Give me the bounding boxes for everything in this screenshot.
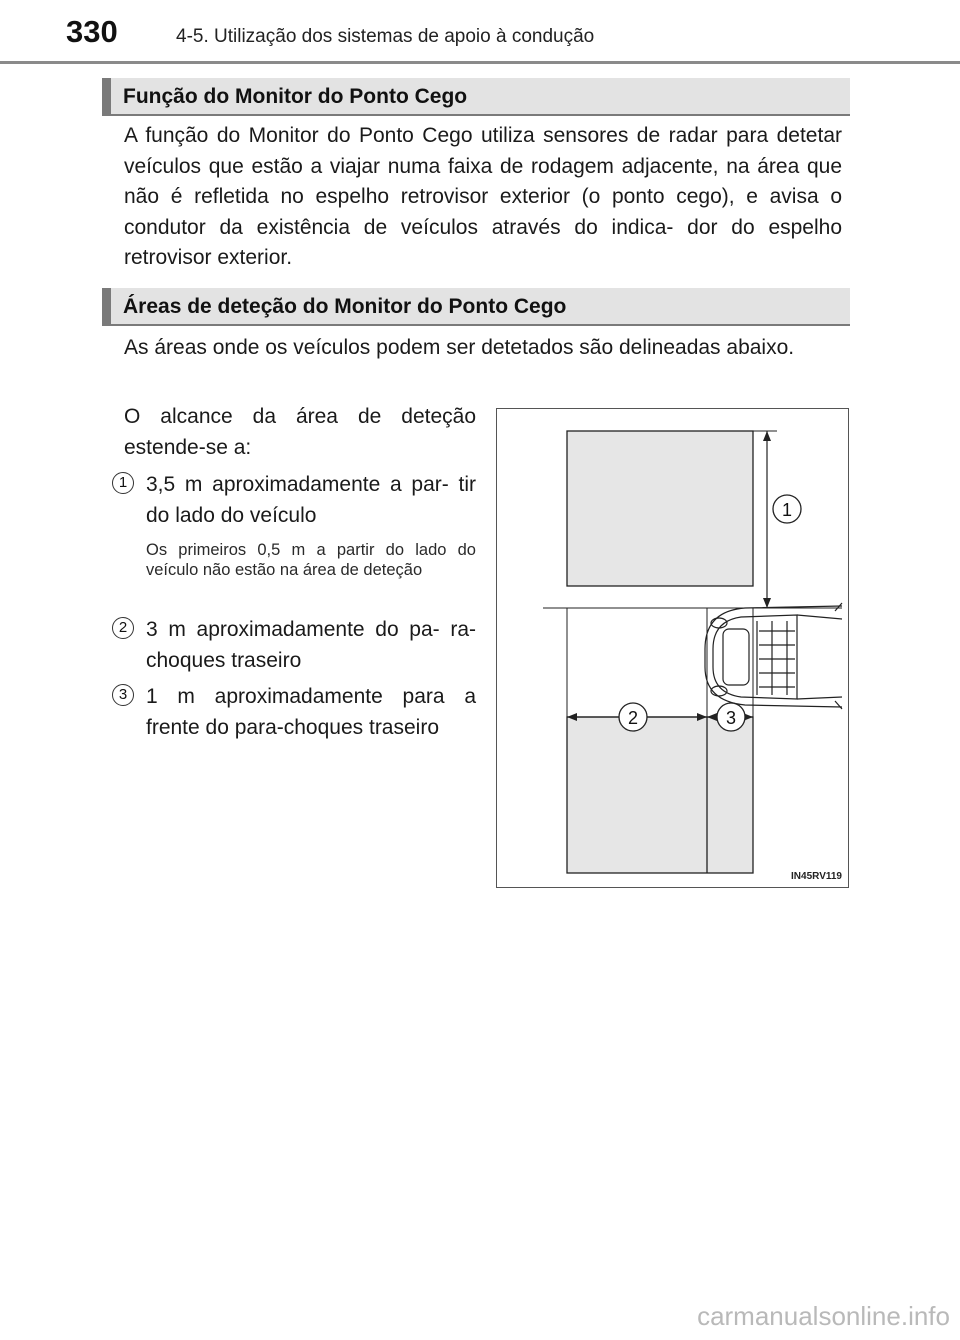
section-bar xyxy=(102,78,111,114)
section-title: Função do Monitor do Ponto Cego xyxy=(123,85,468,108)
range-intro: O alcance da área de deteção estende-se a: xyxy=(124,405,476,459)
header-rule xyxy=(0,61,960,64)
callout-label-2: 2 xyxy=(627,708,639,728)
watermark: carmanualsonline.info xyxy=(697,1301,950,1331)
list-text: 1 m aproximadamente para a frente do para-choques traseiro xyxy=(146,685,476,739)
chapter-title: 4-5. Utilização dos sistemas de apoio à condução xyxy=(176,26,595,47)
list-text: 3 m aproximadamente do pa- ra-choques traseiro xyxy=(146,618,476,672)
list-number: 1 xyxy=(112,472,134,494)
section-heading-detection-areas xyxy=(102,288,850,326)
function-description: A função do Monitor do Ponto Cego utiliza sensores de radar para detetar veículos que estão a viajar numa faixa de rodagem adjacente, na área que não é refletida no espelho retrovisor exterior (o ponto cego), e avisa o condutor da existência de veículos através do indica- dor do espelho retrovisor exterior. xyxy=(124,124,842,269)
page-number: 330 xyxy=(66,14,118,49)
lower-detection-zone xyxy=(567,717,753,873)
section-heading-function xyxy=(102,78,850,116)
upper-detection-zone xyxy=(567,431,753,586)
vehicle-rear-outline xyxy=(705,603,842,709)
section-bar xyxy=(102,288,111,324)
list-number: 2 xyxy=(112,617,134,639)
arrowhead xyxy=(763,598,771,608)
callout-label-3: 3 xyxy=(725,708,737,728)
list-number: 3 xyxy=(112,684,134,706)
arrowhead xyxy=(763,431,771,441)
list-text: 3,5 m aproximadamente a par- tir do lado do veículo xyxy=(146,473,476,527)
list-note: Os primeiros 0,5 m a partir do lado do veículo não estão na área de deteção xyxy=(146,541,476,579)
diagram-drawing xyxy=(497,409,850,889)
figure-code: IN45RV119 xyxy=(791,871,842,882)
detection-area-diagram xyxy=(496,408,849,888)
section-title: Áreas de deteção do Monitor do Ponto Cego xyxy=(123,295,567,318)
detection-areas-intro: As áreas onde os veículos podem ser detetados são delineadas abaixo. xyxy=(124,336,795,359)
callout-label-1: 1 xyxy=(781,500,793,520)
